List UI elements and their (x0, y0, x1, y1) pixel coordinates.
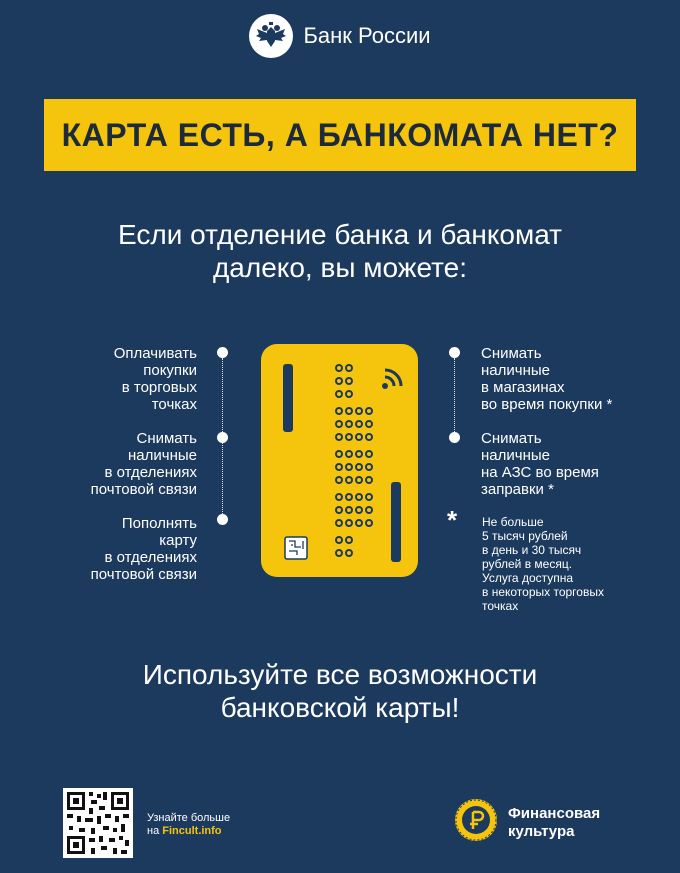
right-bullet-dot (449, 347, 460, 358)
left-item-line: в отделениях (104, 464, 197, 481)
left-item-line: почтовой связи (90, 566, 197, 583)
ruble-coin-icon (455, 799, 497, 841)
bank-name: Банк России (303, 23, 431, 48)
left-item-topup-post (47, 515, 197, 583)
right-item-line: Снимать (481, 345, 542, 362)
footnote-line: точках (482, 599, 519, 613)
intro-line-1: Если отделение банка и банкомат (118, 219, 562, 250)
footnote-line: Не больше (482, 515, 544, 529)
closing-text (0, 658, 680, 724)
brand-line-1: Финансовая (508, 805, 601, 822)
left-item-line: Снимать (136, 430, 197, 447)
title-banner (44, 99, 636, 171)
learn-more-label: Узнайте больше (147, 812, 231, 824)
right-item-withdraw-gas (481, 430, 656, 498)
page-title: КАРТА ЕСТЬ, А БАНКОМАТА НЕТ? (61, 116, 619, 153)
intro-text (0, 218, 680, 284)
right-item-line: во время покупки * (481, 396, 613, 413)
learn-more-site-line (147, 825, 230, 838)
footnote-line: в день и 30 тысяч (482, 543, 582, 557)
left-item-line: в отделениях (104, 549, 197, 566)
right-item-line: на АЗС во время (481, 464, 599, 481)
right-item-line: наличные (481, 447, 550, 464)
footnote-star: * (447, 505, 458, 535)
brand-name (508, 805, 600, 841)
brand-line-2: культура (508, 823, 575, 840)
footnote-line: Услуга доступна (482, 571, 574, 585)
left-bullet-dot (217, 432, 228, 443)
closing-line-1: Используйте все возможности (142, 659, 538, 690)
right-bullet-dot (449, 432, 460, 443)
right-item-line: заправки * (481, 481, 554, 498)
learn-more-text (147, 812, 230, 838)
double-headed-eagle-icon (249, 14, 293, 58)
footnote-line: рублей в месяц. (482, 557, 573, 571)
left-bullet-dot (217, 514, 228, 525)
intro-line-2: далеко, вы можете: (212, 252, 468, 283)
right-item-line: наличные (481, 362, 550, 379)
right-item-line: в магазинах (481, 379, 565, 396)
left-item-line: покупки (143, 362, 197, 379)
left-item-pay (47, 345, 197, 413)
right-item-withdraw-store (481, 345, 656, 413)
left-item-line: точках (151, 396, 197, 413)
left-item-withdraw-post (47, 430, 197, 498)
left-item-line: Пополнять (121, 515, 197, 532)
header (0, 14, 680, 58)
left-item-line: наличные (128, 447, 197, 464)
left-item-line: почтовой связи (90, 481, 197, 498)
left-bullet-dot (217, 347, 228, 358)
left-item-line: Оплачивать (113, 345, 197, 362)
qr-code-icon[interactable] (63, 788, 133, 858)
footnote-text (482, 515, 642, 613)
closing-line-2: банковской карты! (220, 692, 460, 723)
footnote-line: в некоторых торговых (482, 585, 604, 599)
left-item-line: карту (159, 532, 197, 549)
left-item-line: в торговых (121, 379, 197, 396)
footnote-line: 5 тысяч рублей (482, 529, 568, 543)
bank-card-illustration (261, 344, 418, 577)
right-dotted-line (454, 358, 455, 438)
on-label: на (147, 825, 160, 837)
right-item-line: Снимать (481, 430, 542, 447)
site-link[interactable]: Fincult.info (162, 825, 222, 837)
